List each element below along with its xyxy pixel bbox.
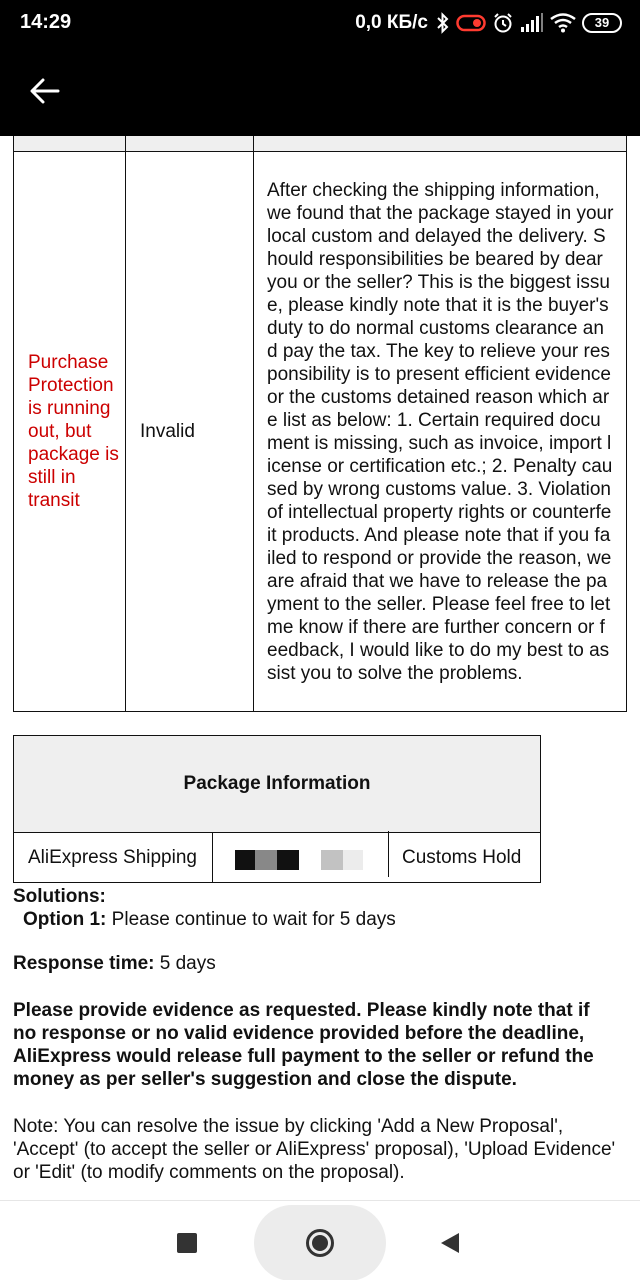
status-bar xyxy=(0,0,640,46)
tracking-number-redacted xyxy=(213,833,388,882)
back-button[interactable] xyxy=(22,70,68,112)
dispute-content[interactable] xyxy=(0,136,640,1200)
package-info-header: Package Information xyxy=(14,736,540,833)
solution-option xyxy=(13,908,623,931)
home-circle-icon xyxy=(305,1228,335,1258)
status-time: 14:29 xyxy=(20,11,72,33)
system-nav-bar xyxy=(0,1200,640,1280)
back-triangle-icon xyxy=(440,1232,460,1254)
nav-back-button[interactable] xyxy=(428,1221,472,1265)
solutions-section xyxy=(13,885,623,931)
recents-square-icon xyxy=(177,1233,197,1253)
proposal-table xyxy=(13,136,627,712)
proposal-reason: Purchase Protection is running out, but package is still in transit xyxy=(28,352,119,511)
bluetooth-icon xyxy=(436,12,450,34)
arrow-left-icon xyxy=(30,78,60,104)
resolution-note: Note: You can resolve the issue by clicking 'Add a New Proposal', 'Accept' (to accept the seller or AliExpress' proposal), 'Upload Evidence' or 'Edit' (to modify comments on the proposal). xyxy=(13,1116,616,1183)
battery-icon: 39 xyxy=(582,13,622,33)
option-label: Option 1: xyxy=(23,909,107,930)
evidence-warning: Please provide evidence as requested. Please kindly note that if no response or no valid evidence provided before the deadline, AliExpress would release full payment to the seller or refund the money as per seller's suggestion and close the dispute. xyxy=(13,1000,594,1090)
response-time xyxy=(13,953,216,975)
response-time-label: Response time: xyxy=(13,953,155,974)
home-button[interactable] xyxy=(298,1221,342,1265)
shipping-method: AliExpress Shipping xyxy=(28,846,197,868)
recents-button[interactable] xyxy=(165,1221,209,1265)
package-status: Customs Hold xyxy=(402,846,522,868)
response-time-value: 5 days xyxy=(154,953,216,974)
status-icons xyxy=(355,10,622,36)
table-header-row xyxy=(14,136,626,152)
solutions-title: Solutions: xyxy=(13,886,106,907)
toggle-icon xyxy=(456,13,486,33)
network-speed: 0,0 КБ/с xyxy=(355,12,428,33)
proposal-description: After checking the shipping information, we found that the package stayed in your local custom and delayed the delivery. Should responsibilities be beared by dear you or the seller? This is the biggest issue, please kindly note that it is the buyer's duty to do normal customs clearance and pay the tax. The key to relieve your responsibility is to present efficient evidence or the customs detained reason which are list as below: 1. Certain required document is missing, such as invoice, import license or certification etc.; 2. Penalty caused by wrong customs value. 3. Violation of intellectual property rights or counterfeit products. And please note that if you failed to respond or provide the reason, we are afraid that we have to release the payment to the seller. Please feel free to let me know if there are further concern or feedback, I would like to do my best to assist you to solve the problems. xyxy=(267,179,614,684)
app-bar xyxy=(0,46,640,136)
table-row xyxy=(14,833,540,882)
package-info-table xyxy=(13,735,541,883)
proposal-status: Invalid xyxy=(140,420,195,442)
signal-icon xyxy=(520,13,544,33)
wifi-icon xyxy=(550,13,576,33)
alarm-icon xyxy=(492,12,514,34)
option-text: Please continue to wait for 5 days xyxy=(106,909,396,930)
